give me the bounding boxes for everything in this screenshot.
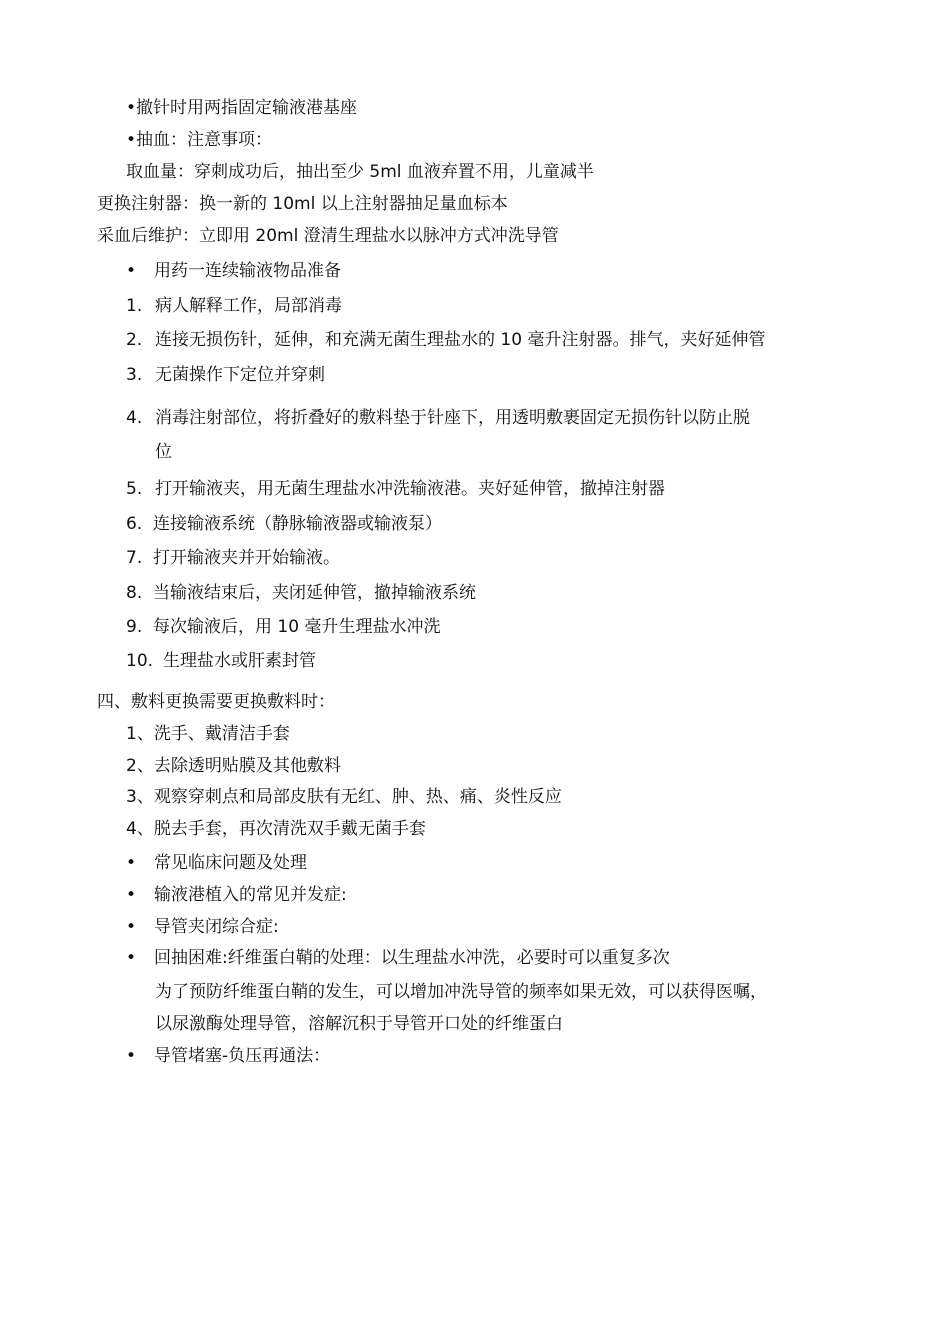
section-heading bbox=[126, 260, 341, 282]
item-text: 打开输液夹，用无菌生理盐水冲洗输液港。夹好延伸管，撤掉注射器 bbox=[155, 479, 665, 499]
item-number: 4. bbox=[126, 408, 143, 428]
item-text: 当输液结束后，夹闭延伸管，撤掉输液系统 bbox=[153, 583, 476, 603]
text-line: •撤针时用两指固定输液港基座 bbox=[126, 98, 358, 118]
list-item bbox=[126, 295, 342, 317]
list-item: 4、脱去手套，再次清洗双手戴无菌手套 bbox=[126, 819, 426, 839]
bullet-continuation: 以尿激酶处理导管，溶解沉积于导管开口处的纤维蛋白 bbox=[155, 1014, 563, 1034]
text-line: 更换注射器：换一新的 10ml 以上注射器抽足量血标本 bbox=[97, 194, 508, 214]
list-item: 3、观察穿刺点和局部皮肤有无红、肿、热、痛、炎性反应 bbox=[126, 787, 562, 807]
item-number: 5. bbox=[126, 479, 143, 499]
list-item-continuation: 位 bbox=[155, 442, 172, 462]
text-line: 取血量：穿刺成功后，抽出至少 5ml 血液弃置不用，儿童减半 bbox=[126, 162, 594, 182]
bullet: • bbox=[126, 948, 137, 968]
item-text: 导管夹闭综合症: bbox=[154, 917, 279, 937]
bullet-item bbox=[126, 1045, 330, 1067]
list-item bbox=[126, 582, 476, 604]
item-number: 3. bbox=[126, 365, 143, 385]
item-text: 病人解释工作，局部消毒 bbox=[155, 296, 342, 316]
item-text: 连接输液系统（静脉输液器或输液泵） bbox=[153, 514, 442, 534]
item-text: 每次输液后，用 10 毫升生理盐水冲洗 bbox=[153, 617, 441, 637]
item-text: 消毒注射部位，将折叠好的敷料垫于针座下，用透明敷裹固定无损伤针以防止脱 bbox=[155, 408, 750, 428]
item-text: 生理盐水或肝素封管 bbox=[163, 651, 316, 671]
list-item bbox=[126, 478, 665, 500]
list-item bbox=[126, 547, 340, 569]
list-item: 1、洗手、戴清洁手套 bbox=[126, 724, 290, 744]
item-text: 连接无损伤针，延伸，和充满无菌生理盐水的 10 毫升注射器。排气，夹好延伸管 bbox=[155, 330, 766, 350]
bullet-item bbox=[126, 852, 307, 874]
item-number: 8. bbox=[126, 583, 143, 603]
bullet: • bbox=[126, 885, 137, 905]
list-item bbox=[126, 329, 765, 351]
item-number: 10. bbox=[126, 651, 154, 671]
item-number: 7. bbox=[126, 548, 143, 568]
item-text: 常见临床问题及处理 bbox=[154, 853, 307, 873]
item-text: 打开输液夹并开始输液。 bbox=[153, 548, 340, 568]
bullet-item bbox=[126, 947, 670, 969]
item-text: 输液港植入的常见并发症: bbox=[154, 885, 347, 905]
item-text: 无菌操作下定位并穿刺 bbox=[155, 365, 325, 385]
bullet-item bbox=[126, 884, 347, 906]
item-number: 2. bbox=[126, 330, 143, 350]
bullet: • bbox=[126, 1046, 137, 1066]
item-text: 导管堵塞-负压再通法： bbox=[154, 1046, 331, 1066]
bullet-item bbox=[126, 916, 279, 938]
item-number: 1. bbox=[126, 296, 143, 316]
list-item bbox=[126, 650, 316, 672]
list-item bbox=[126, 616, 440, 638]
list-item bbox=[126, 407, 750, 429]
bullet: • bbox=[126, 261, 137, 281]
list-item bbox=[126, 513, 442, 535]
text-line: 采血后维护：立即用 20ml 澄清生理盐水以脉冲方式冲洗导管 bbox=[97, 226, 559, 246]
list-item: 2、去除透明贴膜及其他敷料 bbox=[126, 756, 341, 776]
item-text: 回抽困难:纤维蛋白鞘的处理：以生理盐水冲洗，必要时可以重复多次 bbox=[154, 948, 670, 968]
section-heading: 四、敷料更换需要更换敷料时： bbox=[97, 692, 335, 712]
bullet: • bbox=[126, 917, 137, 937]
item-number: 9. bbox=[126, 617, 143, 637]
item-number: 6. bbox=[126, 514, 143, 534]
text-line: •抽血：注意事项： bbox=[126, 130, 273, 150]
bullet-continuation: 为了预防纤维蛋白鞘的发生，可以增加冲洗导管的频率如果无效，可以获得医嘱， bbox=[155, 982, 767, 1002]
list-item bbox=[126, 364, 325, 386]
bullet: • bbox=[126, 853, 137, 873]
heading-text: 用药一连续输液物品准备 bbox=[154, 261, 341, 281]
